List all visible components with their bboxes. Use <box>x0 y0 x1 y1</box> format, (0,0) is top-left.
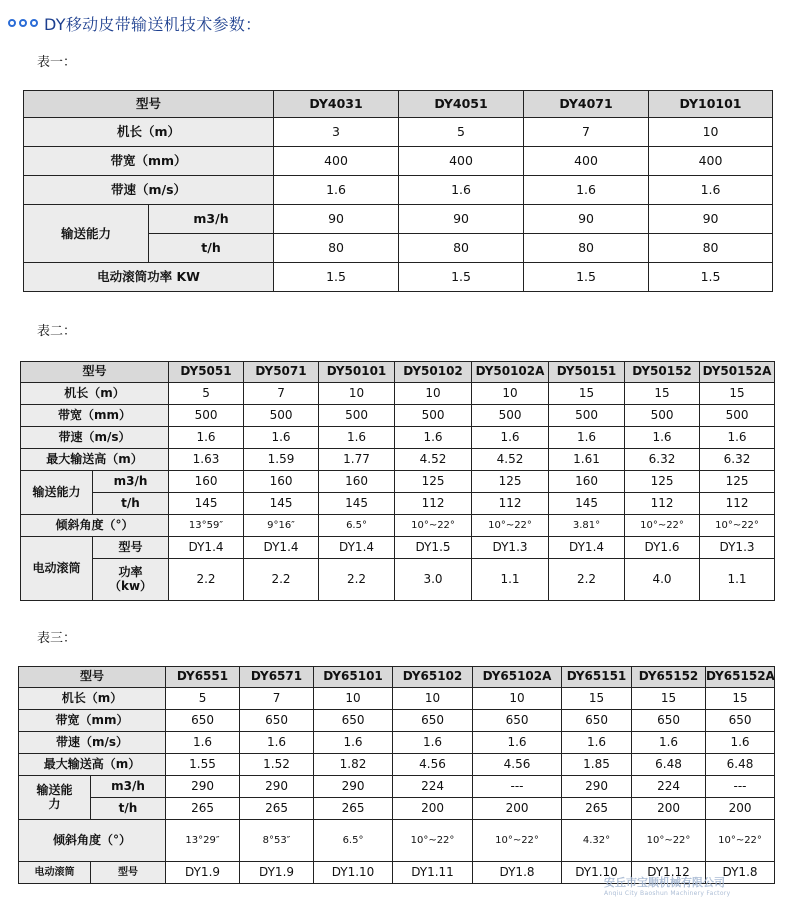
cell: 400 <box>399 147 524 176</box>
table-row <box>24 176 773 205</box>
cell: DY1.10 <box>314 862 393 884</box>
table-row <box>21 449 775 471</box>
cell: 1.6 <box>319 427 395 449</box>
cell: 4.0 <box>625 559 700 601</box>
cell: 1.6 <box>700 427 775 449</box>
cell: 4.32° <box>562 820 632 862</box>
cell: 10°~22° <box>393 820 473 862</box>
table3-model: DY6571 <box>240 667 314 688</box>
watermark-logo <box>604 874 730 897</box>
cell: 224 <box>393 776 473 798</box>
table-row <box>21 515 775 537</box>
cell: 1.82 <box>314 754 393 776</box>
table-row <box>21 405 775 427</box>
table-row <box>24 118 773 147</box>
cell: 80 <box>524 234 649 263</box>
cell: DY1.11 <box>393 862 473 884</box>
cell: 1.5 <box>274 263 399 292</box>
cell: 1.6 <box>240 732 314 754</box>
cell: 1.61 <box>549 449 625 471</box>
table-row <box>19 776 775 798</box>
cell: 200 <box>473 798 562 820</box>
cell: 1.55 <box>166 754 240 776</box>
cell: 1.85 <box>562 754 632 776</box>
table3-model: DY65102 <box>393 667 473 688</box>
cell: 224 <box>632 776 706 798</box>
cell: 1.6 <box>314 732 393 754</box>
cell: DY1.3 <box>700 537 775 559</box>
cell: DY1.4 <box>319 537 395 559</box>
cell: 6.48 <box>706 754 775 776</box>
cell: 15 <box>625 383 700 405</box>
cell: 10°~22° <box>632 820 706 862</box>
cell: 1.6 <box>244 427 319 449</box>
cell: 650 <box>240 710 314 732</box>
cell: 5 <box>166 688 240 710</box>
cell: 10 <box>473 688 562 710</box>
cell: 4.56 <box>473 754 562 776</box>
unit-label: m3/h <box>91 776 166 798</box>
table-row <box>19 754 775 776</box>
cell: 1.5 <box>399 263 524 292</box>
cell: 125 <box>472 471 549 493</box>
cell: 1.6 <box>524 176 649 205</box>
table2-model: DY50151 <box>549 362 625 383</box>
cell: DY1.9 <box>240 862 314 884</box>
cell: 80 <box>274 234 399 263</box>
cell: 1.52 <box>240 754 314 776</box>
page-header <box>8 9 261 37</box>
cell: 9°16″ <box>244 515 319 537</box>
cell: 400 <box>274 147 399 176</box>
cell: 1.6 <box>169 427 244 449</box>
row-label: 倾斜角度（°） <box>19 820 166 862</box>
cell: DY1.5 <box>395 537 472 559</box>
row-label: 机长（m） <box>24 118 274 147</box>
page-title: DY移动皮带输送机技术参数： <box>44 14 262 34</box>
cell: 265 <box>314 798 393 820</box>
cell: 6.48 <box>632 754 706 776</box>
cell: 160 <box>549 471 625 493</box>
row-label: 电动滚筒 <box>19 862 91 884</box>
row-label: 最大输送高（m） <box>21 449 169 471</box>
cell: 15 <box>632 688 706 710</box>
watermark-name: 安丘市宝顺机械有限公司 <box>604 876 725 889</box>
cell: DY1.4 <box>549 537 625 559</box>
table3 <box>18 666 775 884</box>
cell: 15 <box>706 688 775 710</box>
cell: 1.6 <box>625 427 700 449</box>
table2-model: DY50152A <box>700 362 775 383</box>
row-label: 倾斜角度（°） <box>21 515 169 537</box>
capacity-label-line2: 力 <box>48 796 61 811</box>
cell: 500 <box>700 405 775 427</box>
bullet-dots-icon <box>8 19 38 27</box>
cell: 125 <box>625 471 700 493</box>
cell: 500 <box>472 405 549 427</box>
cell: 6.32 <box>625 449 700 471</box>
cell: 1.6 <box>706 732 775 754</box>
row-label: 带宽（mm） <box>24 147 274 176</box>
table-row <box>21 559 775 601</box>
cell: 160 <box>244 471 319 493</box>
cell: 1.6 <box>649 176 773 205</box>
cell: 3 <box>274 118 399 147</box>
cell: 1.1 <box>472 559 549 601</box>
cell: 4.52 <box>395 449 472 471</box>
table-row <box>19 798 775 820</box>
cell: DY1.6 <box>625 537 700 559</box>
cell: 290 <box>562 776 632 798</box>
cell: DY1.12 <box>632 862 706 884</box>
table-row <box>21 427 775 449</box>
cell: 1.6 <box>395 427 472 449</box>
row-label: 最大输送高（m） <box>19 754 166 776</box>
cell: 4.52 <box>472 449 549 471</box>
table2 <box>20 361 775 601</box>
cell: 1.6 <box>274 176 399 205</box>
table1 <box>23 90 773 292</box>
table-row <box>19 820 775 862</box>
table3-model: DY65101 <box>314 667 393 688</box>
cell: DY1.8 <box>706 862 775 884</box>
table2-model: DY5071 <box>244 362 319 383</box>
table-row <box>21 471 775 493</box>
cell: 7 <box>524 118 649 147</box>
cell: 112 <box>625 493 700 515</box>
cell: 265 <box>240 798 314 820</box>
cell: 7 <box>244 383 319 405</box>
table1-header-label: 型号 <box>24 91 274 118</box>
cell: 500 <box>244 405 319 427</box>
cell: 8°53″ <box>240 820 314 862</box>
cell: 650 <box>706 710 775 732</box>
table-row <box>21 537 775 559</box>
cell: 13°59″ <box>169 515 244 537</box>
cell: 90 <box>524 205 649 234</box>
unit-label: m3/h <box>93 471 169 493</box>
cell: 1.6 <box>166 732 240 754</box>
table-row <box>21 493 775 515</box>
cell: 2.2 <box>319 559 395 601</box>
cell: 290 <box>240 776 314 798</box>
cell: 10 <box>393 688 473 710</box>
cell: 650 <box>562 710 632 732</box>
cell: 112 <box>472 493 549 515</box>
cell: 2.2 <box>169 559 244 601</box>
row-label: 带速（m/s） <box>19 732 166 754</box>
cell: 10°~22° <box>625 515 700 537</box>
cell: 10°~22° <box>706 820 775 862</box>
cell: 10°~22° <box>473 820 562 862</box>
table-row <box>19 710 775 732</box>
cell: 2.2 <box>549 559 625 601</box>
cell: DY1.9 <box>166 862 240 884</box>
table3-header-label: 型号 <box>19 667 166 688</box>
cell: 160 <box>169 471 244 493</box>
cell: 400 <box>649 147 773 176</box>
cell: 10 <box>395 383 472 405</box>
cell: 6.5° <box>319 515 395 537</box>
unit-label: 型号 <box>93 537 169 559</box>
cell: 80 <box>399 234 524 263</box>
cell: 650 <box>632 710 706 732</box>
cell: 145 <box>319 493 395 515</box>
row-label: 输送能力 <box>24 205 149 263</box>
cell: 1.6 <box>562 732 632 754</box>
cell: 112 <box>700 493 775 515</box>
cell: DY1.4 <box>244 537 319 559</box>
cell: 13°29″ <box>166 820 240 862</box>
cell: 3.81° <box>549 515 625 537</box>
row-label: 带速（m/s） <box>24 176 274 205</box>
cell: DY1.3 <box>472 537 549 559</box>
power-label-line1: 功率 <box>118 565 143 580</box>
table-row <box>19 688 775 710</box>
cell: 145 <box>244 493 319 515</box>
cell: DY1.4 <box>169 537 244 559</box>
cell: 500 <box>549 405 625 427</box>
table-row <box>24 263 773 292</box>
cell: 650 <box>314 710 393 732</box>
table2-label: 表二： <box>37 324 77 339</box>
cell: 10 <box>472 383 549 405</box>
cell: 145 <box>169 493 244 515</box>
cell: 15 <box>562 688 632 710</box>
unit-label: t/h <box>149 234 274 263</box>
table2-model: DY50101 <box>319 362 395 383</box>
row-label <box>19 776 91 820</box>
cell: 80 <box>649 234 773 263</box>
cell: DY1.10 <box>562 862 632 884</box>
cell: 160 <box>319 471 395 493</box>
cell: 1.1 <box>700 559 775 601</box>
cell: 15 <box>549 383 625 405</box>
cell: 290 <box>166 776 240 798</box>
table-row <box>24 205 773 234</box>
cell: 1.6 <box>472 427 549 449</box>
cell: 1.59 <box>244 449 319 471</box>
cell: 90 <box>649 205 773 234</box>
cell: 5 <box>169 383 244 405</box>
table3-model: DY6551 <box>166 667 240 688</box>
cell: 5 <box>399 118 524 147</box>
cell: 650 <box>393 710 473 732</box>
cell: 290 <box>314 776 393 798</box>
row-label: 电动滚筒功率 KW <box>24 263 274 292</box>
cell: 125 <box>395 471 472 493</box>
cell: 1.6 <box>473 732 562 754</box>
table2-model: DY50102 <box>395 362 472 383</box>
cell: 200 <box>632 798 706 820</box>
row-label: 输送能力 <box>21 471 93 515</box>
cell: 90 <box>274 205 399 234</box>
cell: 500 <box>169 405 244 427</box>
cell: 6.32 <box>700 449 775 471</box>
capacity-label-line1: 输送能 <box>36 783 73 798</box>
table-row <box>19 732 775 754</box>
cell: 200 <box>706 798 775 820</box>
table1-label: 表一： <box>37 55 77 70</box>
cell: 1.5 <box>649 263 773 292</box>
cell: 10°~22° <box>472 515 549 537</box>
table1-model: DY10101 <box>649 91 773 118</box>
cell: 500 <box>625 405 700 427</box>
cell: 500 <box>319 405 395 427</box>
cell: DY1.8 <box>473 862 562 884</box>
power-label-line2: （kw） <box>108 578 153 593</box>
cell: 10 <box>319 383 395 405</box>
table-row <box>24 147 773 176</box>
table2-header-label: 型号 <box>21 362 169 383</box>
unit-label: m3/h <box>149 205 274 234</box>
cell: 125 <box>700 471 775 493</box>
table3-model: DY65151 <box>562 667 632 688</box>
table3-label: 表三： <box>37 631 77 646</box>
cell: --- <box>473 776 562 798</box>
cell: 1.6 <box>549 427 625 449</box>
cell: 1.6 <box>393 732 473 754</box>
unit-label: t/h <box>93 493 169 515</box>
table1-model: DY4031 <box>274 91 399 118</box>
cell: 90 <box>399 205 524 234</box>
table3-model: DY65152 <box>632 667 706 688</box>
row-label: 带宽（mm） <box>19 710 166 732</box>
table-row <box>21 383 775 405</box>
cell: 265 <box>562 798 632 820</box>
table3-model: DY65152A <box>706 667 775 688</box>
cell: 1.6 <box>632 732 706 754</box>
cell: 1.77 <box>319 449 395 471</box>
cell: 7 <box>240 688 314 710</box>
cell: 650 <box>166 710 240 732</box>
cell: 1.6 <box>399 176 524 205</box>
cell: 4.56 <box>393 754 473 776</box>
cell: 200 <box>393 798 473 820</box>
table1-model: DY4071 <box>524 91 649 118</box>
table3-model: DY65102A <box>473 667 562 688</box>
cell: 1.63 <box>169 449 244 471</box>
cell: 3.0 <box>395 559 472 601</box>
table2-model: DY5051 <box>169 362 244 383</box>
row-label: 机长（m） <box>21 383 169 405</box>
cell: --- <box>706 776 775 798</box>
unit-label: t/h <box>91 798 166 820</box>
cell: 400 <box>524 147 649 176</box>
unit-label <box>93 559 169 601</box>
cell: 10 <box>649 118 773 147</box>
unit-label: 型号 <box>91 862 166 884</box>
cell: 10°~22° <box>395 515 472 537</box>
cell: 2.2 <box>244 559 319 601</box>
row-label: 电动滚筒 <box>21 537 93 601</box>
watermark-subtitle: Anqiu City Baoshun Machinery Factory <box>604 890 731 897</box>
cell: 145 <box>549 493 625 515</box>
cell: 10°~22° <box>700 515 775 537</box>
cell: 112 <box>395 493 472 515</box>
cell: 1.5 <box>524 263 649 292</box>
cell: 500 <box>395 405 472 427</box>
table2-model: DY50102A <box>472 362 549 383</box>
row-label: 带速（m/s） <box>21 427 169 449</box>
row-label: 带宽（mm） <box>21 405 169 427</box>
table1-model: DY4051 <box>399 91 524 118</box>
cell: 650 <box>473 710 562 732</box>
cell: 265 <box>166 798 240 820</box>
cell: 10 <box>314 688 393 710</box>
table2-model: DY50152 <box>625 362 700 383</box>
cell: 6.5° <box>314 820 393 862</box>
cell: 15 <box>700 383 775 405</box>
row-label: 机长（m） <box>19 688 166 710</box>
